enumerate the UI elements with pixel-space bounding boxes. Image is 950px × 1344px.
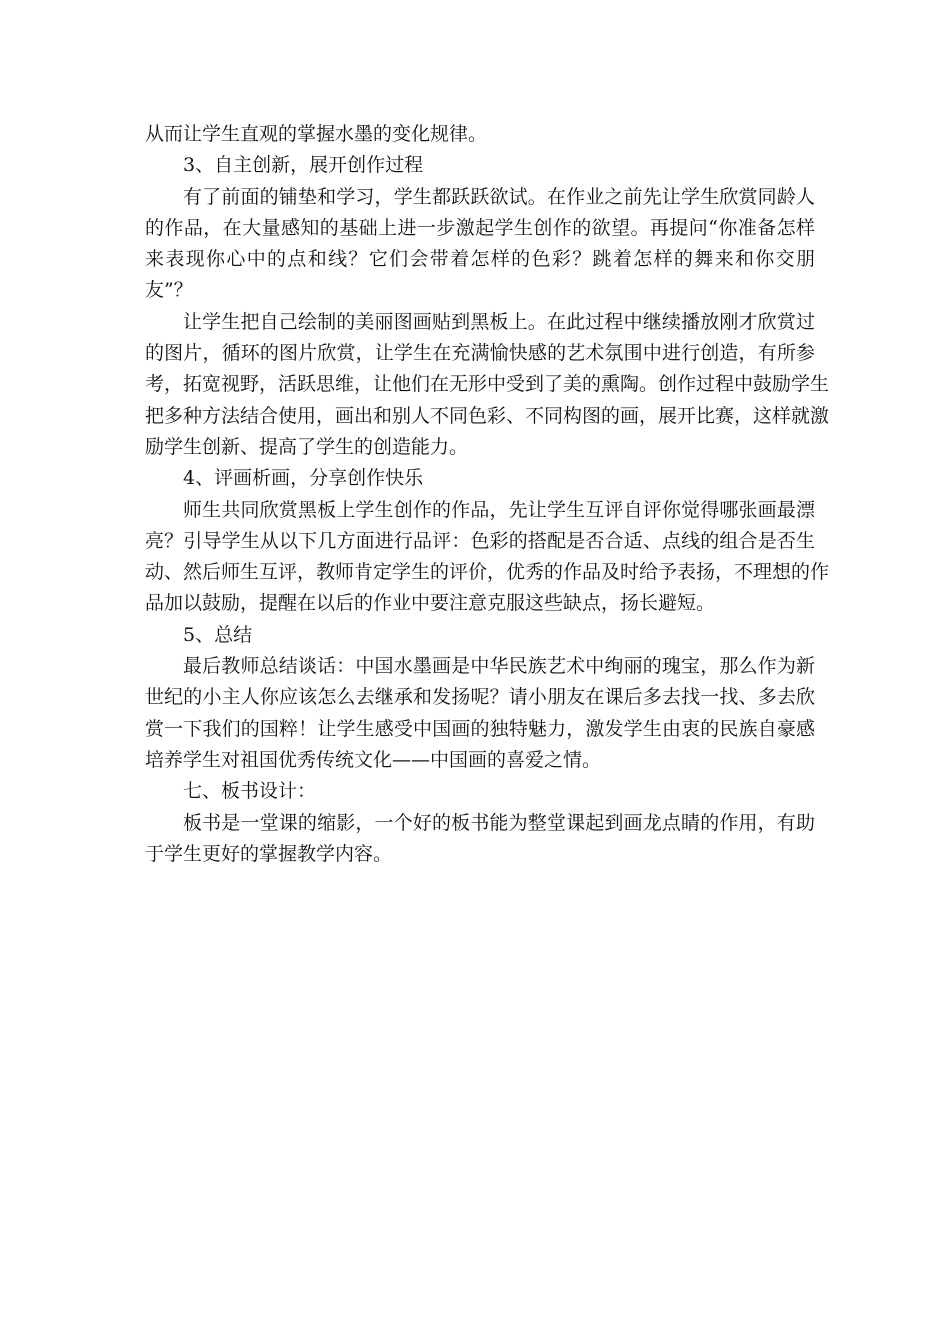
- text-line: 赏一下我们的国粹！让学生感受中国画的独特魅力，激发学生由衷的民族自豪感: [145, 717, 815, 740]
- section-heading: 3、自主创新，展开创作过程: [183, 154, 424, 177]
- text-line: 考，拓宽视野，活跃思维，让他们在无形中受到了美的熏陶。创作过程中鼓励学生: [145, 373, 830, 396]
- text-line: 的图片，循环的图片欣赏，让学生在充满愉快感的艺术氛围中进行创造，有所参: [145, 342, 815, 365]
- section-heading: 5、总结: [183, 623, 253, 646]
- text-line: 有了前面的铺垫和学习，学生都跃跃欲试。在作业之前先让学生欣赏同龄人: [183, 185, 815, 208]
- text-line: 世纪的小主人你应该怎么去继承和发扬呢？请小朋友在课后多去找一找、多去欣: [145, 686, 815, 709]
- text-line: 板书是一堂课的缩影，一个好的板书能为整堂课起到画龙点睛的作用，有助: [183, 811, 815, 834]
- text-line: 品加以鼓励，提醒在以后的作业中要注意克服这些缺点，扬长避短。: [145, 592, 716, 615]
- text-line: 友”？: [145, 279, 193, 302]
- text-line: 来表现你心中的点和线？它们会带着怎样的色彩？跳着怎样的舞来和你交朋: [145, 248, 815, 271]
- document-body: [145, 119, 830, 870]
- text-line: 把多种方法结合使用，画出和别人不同色彩、不同构图的画，展开比赛，这样就激: [145, 404, 830, 427]
- section-heading: 七、板书设计：: [183, 780, 317, 803]
- text-line: 励学生创新、提高了学生的创造能力。: [145, 435, 469, 458]
- text-line: 师生共同欣赏黑板上学生创作的作品，先让学生互评自评你觉得哪张画最漂: [183, 498, 815, 521]
- text-line: 让学生把自己绘制的美丽图画贴到黑板上。在此过程中继续播放刚才欣赏过: [183, 310, 815, 333]
- text-line: 最后教师总结谈话：中国水墨画是中华民族艺术中绚丽的瑰宝，那么作为新: [183, 655, 815, 678]
- text-line: 培养学生对祖国优秀传统文化——中国画的喜爱之情。: [145, 748, 602, 771]
- text-line: 的作品，在大量感知的基础上进一步激起学生创作的欲望。再提问“你准备怎样: [145, 216, 815, 239]
- text-line: 亮？引导学生从以下几方面进行品评：色彩的搭配是否合适、点线的组合是否生: [145, 529, 815, 552]
- text-line: 于学生更好的掌握教学内容。: [145, 842, 393, 865]
- text-line: 从而让学生直观的掌握水墨的变化规律。: [145, 123, 488, 145]
- text-line: 动、然后师生互评，教师肯定学生的评价，优秀的作品及时给予表扬，不理想的作: [145, 561, 830, 584]
- section-heading: 4、评画析画，分享创作快乐: [183, 467, 424, 490]
